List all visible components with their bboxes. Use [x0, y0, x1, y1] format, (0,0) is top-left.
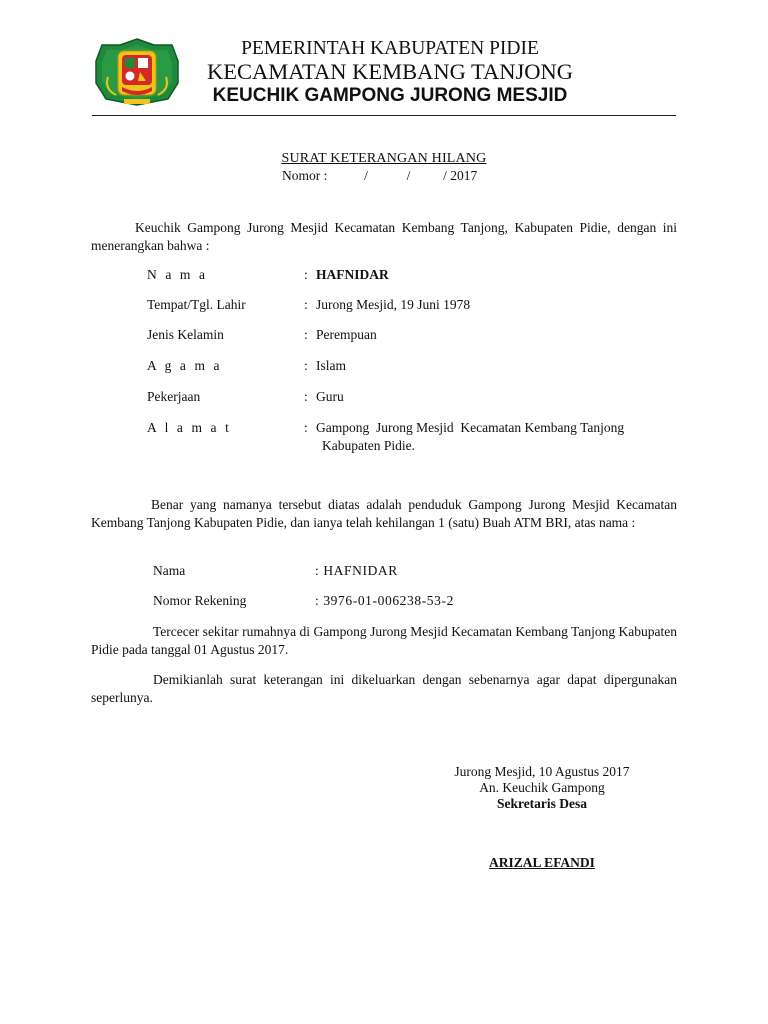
field-value-occupation: Guru	[316, 389, 344, 404]
letter-number-sep-1: /	[364, 168, 368, 183]
field-value-religion: Islam	[316, 358, 346, 373]
field-colon: :	[304, 358, 308, 373]
header-village-head: KEUCHIK GAMPONG JURONG MESJID	[212, 85, 568, 106]
letter-number-sep-2: /	[406, 168, 411, 183]
field-colon: :	[304, 389, 308, 404]
account-label-number: Nomor Rekening	[153, 593, 247, 608]
letter-number	[282, 168, 477, 184]
intro-paragraph: Keuchik Gampong Jurong Mesjid Kecamatan Kembang Tanjong, Kabupaten Pidie, dengan ini menerangkan bahwa :	[91, 220, 677, 253]
field-value-address-line2: Kabupaten Pidie.	[322, 438, 415, 453]
account-value-number: : 3976-01-006238-53-2	[315, 593, 454, 608]
field-value-address-line1: Gampong Jurong Mesjid Kecamatan Kembang Tanjong	[316, 420, 625, 435]
field-label-birth: Tempat/Tgl. Lahir	[147, 297, 246, 312]
letter-title: SURAT KETERANGAN HILANG	[281, 151, 487, 166]
header-district: KECAMATAN KEMBANG TANJONG	[207, 59, 573, 84]
header-government: PEMERINTAH KABUPATEN PIDIE	[241, 38, 539, 59]
letter-number-year: / 2017	[443, 168, 478, 183]
field-label-address: A l a m a t	[147, 420, 232, 435]
signature-place-date: Jurong Mesjid, 10 Agustus 2017	[454, 764, 630, 779]
field-colon: :	[304, 327, 308, 342]
field-value-birth: Jurong Mesjid, 19 Juni 1978	[316, 297, 471, 312]
field-value-gender: Perempuan	[316, 327, 377, 342]
signatory-name: ARIZAL EFANDI	[489, 855, 595, 870]
field-colon: :	[304, 267, 308, 282]
account-value-name: : HAFNIDAR	[315, 563, 398, 578]
account-label-name: Nama	[153, 563, 186, 578]
field-label-occupation: Pekerjaan	[147, 389, 201, 404]
signature-position: Sekretaris Desa	[496, 796, 588, 811]
field-label-name: N a m a	[147, 267, 208, 282]
field-colon: :	[304, 297, 308, 312]
signature-on-behalf: An. Keuchik Gampong	[479, 780, 605, 795]
field-colon: :	[304, 420, 308, 435]
field-label-gender: Jenis Kelamin	[147, 327, 224, 342]
closing-paragraph: Demikianlah surat keterangan ini dikeluarkan dengan sebenarnya agar dapat dipergunakan seperlunya.	[91, 672, 677, 705]
letter-number-label: Nomor :	[282, 168, 328, 183]
header-divider	[92, 115, 676, 116]
statement-paragraph: Benar yang namanya tersebut diatas adalah penduduk Gampong Jurong Mesjid Kecamatan Kembang Tanjong Kabupaten Pidie, dan ianya telah kehilangan 1 (satu) Buah ATM BRI, atas nama :	[91, 497, 677, 530]
field-value-name: HAFNIDAR	[316, 267, 389, 282]
field-label-religion: A g a m a	[147, 358, 223, 373]
lost-detail-paragraph: Tercecer sekitar rumahnya di Gampong Jurong Mesjid Kecamatan Kembang Tanjong Kabupaten Pidie pada tanggal 01 Agustus 2017.	[91, 624, 677, 657]
